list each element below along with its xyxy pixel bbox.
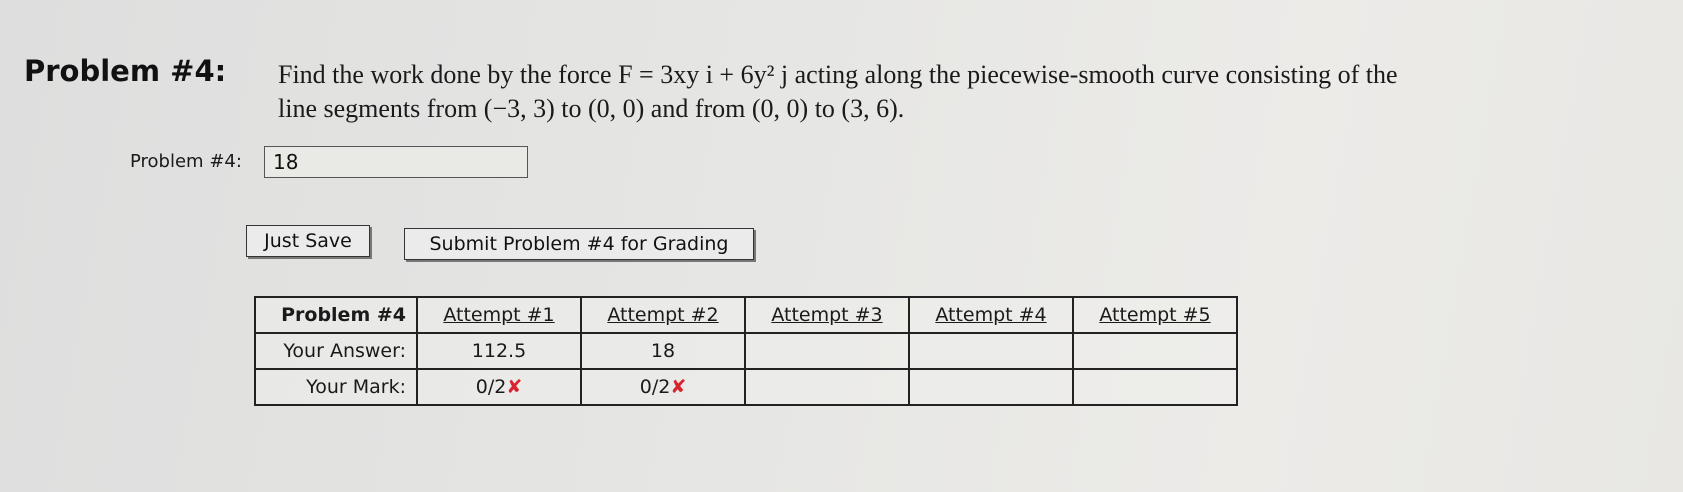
- table-header-row: [255, 297, 1237, 333]
- incorrect-x-icon: ✘: [506, 376, 523, 398]
- problem-heading: Problem #4:: [24, 54, 227, 88]
- attempt-4-mark: [909, 369, 1073, 405]
- attempt-2-header[interactable]: Attempt #2: [581, 297, 745, 333]
- mark-value: 0/2: [639, 376, 671, 398]
- problem-statement: [278, 58, 1658, 126]
- your-answer-label: Your Answer:: [255, 333, 417, 369]
- submit-for-grading-button[interactable]: Submit Problem #4 for Grading: [404, 228, 754, 260]
- attempt-1-answer: 112.5: [417, 333, 581, 369]
- your-mark-label: Your Mark:: [255, 369, 417, 405]
- attempt-4-answer: [909, 333, 1073, 369]
- attempt-2-answer: 18: [581, 333, 745, 369]
- attempt-3-answer: [745, 333, 909, 369]
- attempt-2-mark: [581, 369, 745, 405]
- attempt-3-header[interactable]: Attempt #3: [745, 297, 909, 333]
- attempt-5-header[interactable]: Attempt #5: [1073, 297, 1237, 333]
- answer-label: Problem #4:: [130, 151, 242, 172]
- attempt-1-header[interactable]: Attempt #1: [417, 297, 581, 333]
- answer-input[interactable]: 18: [264, 146, 528, 178]
- table-row: [255, 369, 1237, 405]
- statement-line-1: Find the work done by the force F = 3xy i + 6y² j acting along the piecewise-smooth curve consisting of the: [278, 60, 1398, 89]
- attempt-3-mark: [745, 369, 909, 405]
- table-corner-label: Problem #4: [255, 297, 417, 333]
- attempt-5-answer: [1073, 333, 1237, 369]
- just-save-button[interactable]: Just Save: [246, 225, 370, 257]
- attempts-table: [254, 296, 1238, 406]
- incorrect-x-icon: ✘: [670, 376, 687, 398]
- attempt-1-mark: [417, 369, 581, 405]
- attempt-5-mark: [1073, 369, 1237, 405]
- table-row: [255, 333, 1237, 369]
- statement-line-2: line segments from (−3, 3) to (0, 0) and from (0, 0) to (3, 6).: [278, 94, 905, 123]
- mark-value: 0/2: [475, 376, 507, 398]
- attempt-4-header[interactable]: Attempt #4: [909, 297, 1073, 333]
